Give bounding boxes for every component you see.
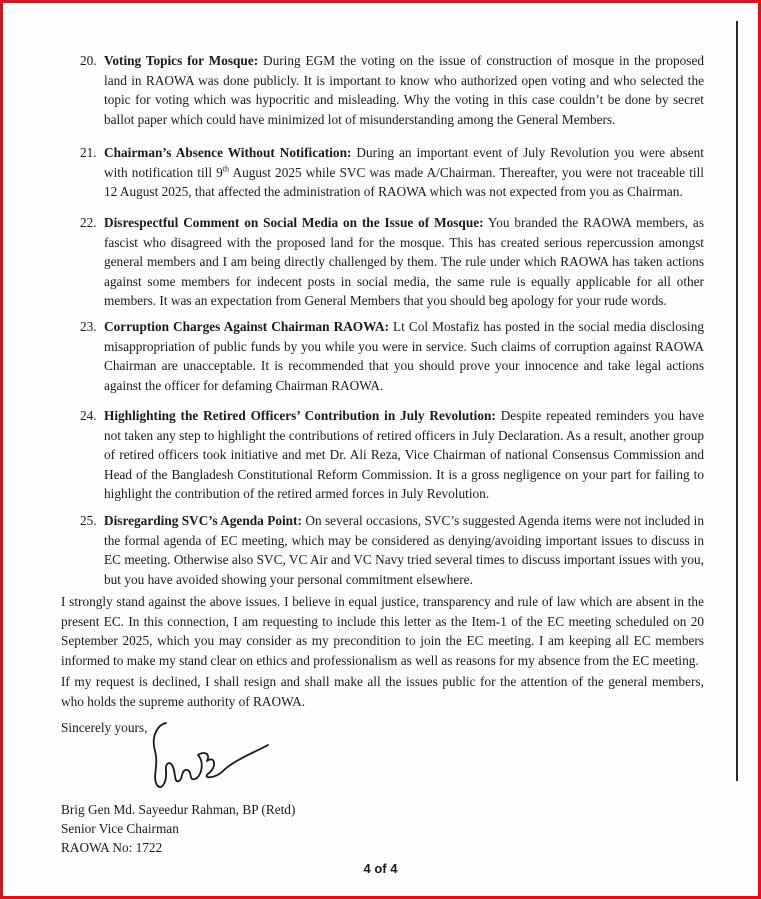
item-text: Lt Col Mostafiz has posted in the social media disclosing misappropriation of public funds by you while you were in service. Such claims of corruption against RAOWA Chairman are unacceptable. It is recommended that you should prove your innocence and take legal actions against the officer for defaming Chairman RAOWA. — [104, 319, 705, 393]
signatory-name: Brig Gen Md. Sayeedur Rahman, BP (Retd) — [61, 802, 296, 817]
paragraph-stand: I strongly stand against the above issues. I believe in equal justice, transparency and rule of law which are absent in the present EC. In this connection, I am requesting to include this letter as the Item-1 of the EC meeting scheduled on 20 September 2025, which you may consider as my precondition to join the EC meeting. I am keeping all EC members informed to make my stand clear on ethics and professionalism as well as reasons for my absence from the EC meeting. — [61, 594, 704, 668]
item-number: 23. — [80, 319, 97, 334]
item-text: Despite repeated reminders you have not taken any step to highlight the contributions of retired officers in July Declaration. As a result, another group of retired officers took initiative and met Dr. Ali Reza, Vice Chairman of national Consensus Commission and Head of the Bangladesh Constitutional Reform Commission. It is a gross negligence on your part for failing to highlight the contribution of the retired armed forces in July Revolution. — [104, 408, 704, 501]
item-title: Chairman’s Absence Without Notification: — [104, 145, 352, 160]
item-title: Corruption Charges Against Chairman RAOWA: — [104, 319, 390, 334]
list-item-25 — [80, 511, 704, 589]
list-item-24 — [80, 406, 704, 504]
list-item-21 — [80, 143, 704, 202]
signatory-member-number: RAOWA No: 1722 — [61, 840, 163, 855]
item-text: During EGM the voting on the issue of construction of mosque in the proposed land in RAOWA was done publicly. It is important to know who authorized open voting and who selected the topic for voting which was hypocritic and misleading. Why the voting in this case couldn’t be done by secret ballot paper which could have minimized lot of misunderstanding among the General Members. — [104, 53, 704, 127]
list-item-23 — [80, 317, 704, 395]
item-text: On several occasions, SVC’s suggested Agenda items were not included in the formal agenda of EC meeting, which may be considered as denying/avoiding important issues to discuss in EC meeting. Otherwise also SVC, VC Air and VC Navy tried several times to discuss important issues with you, but you have avoided showing your personal commitment elsewhere. — [104, 513, 705, 587]
item-text-cont: August 2025 while SVC was made A/Chairman. Thereafter, you were not traceable till 12 August 2025, that affected the administration of RAOWA which was not expected from you as Chairman. — [104, 164, 704, 199]
item-number: 22. — [80, 215, 97, 230]
item-text: During an important event of July Revolution you were absent with notification till 9 — [104, 145, 705, 180]
item-title: Voting Topics for Mosque: — [104, 53, 259, 68]
signature-image — [143, 715, 273, 795]
paragraph-resign: If my request is declined, I shall resign and shall make all the issues public for the attention of the general members, who holds the supreme authority of RAOWA. — [61, 674, 704, 709]
list-item-22 — [80, 213, 704, 311]
list-item-20 — [80, 51, 704, 129]
item-title: Highlighting the Retired Officers’ Contribution in July Revolution: — [104, 408, 496, 423]
page-edge-line — [736, 21, 738, 781]
page-number: 4 of 4 — [363, 861, 398, 876]
ordinal-suffix: th — [222, 164, 230, 174]
item-text: You branded the RAOWA members, as fascist who disagreed with the proposed land for the mosque. This has created serious repercussion amongst general members and I am being directly challenged by them. The rule under which RAOWA has taken actions against some members for indecent posts in social media, the same rule is equally applicable for all other members. It was an expectation from General Members that you should beg apology for your rude words. — [104, 215, 704, 308]
item-number: 25. — [80, 513, 97, 528]
closing-salutation: Sincerely yours, — [61, 720, 148, 735]
signatory-title: Senior Vice Chairman — [61, 821, 179, 836]
item-number: 21. — [80, 145, 97, 160]
item-number: 24. — [80, 408, 97, 423]
item-number: 20. — [80, 53, 97, 68]
item-title: Disregarding SVC’s Agenda Point: — [104, 513, 302, 528]
item-title: Disrespectful Comment on Social Media on the Issue of Mosque: — [104, 215, 484, 230]
